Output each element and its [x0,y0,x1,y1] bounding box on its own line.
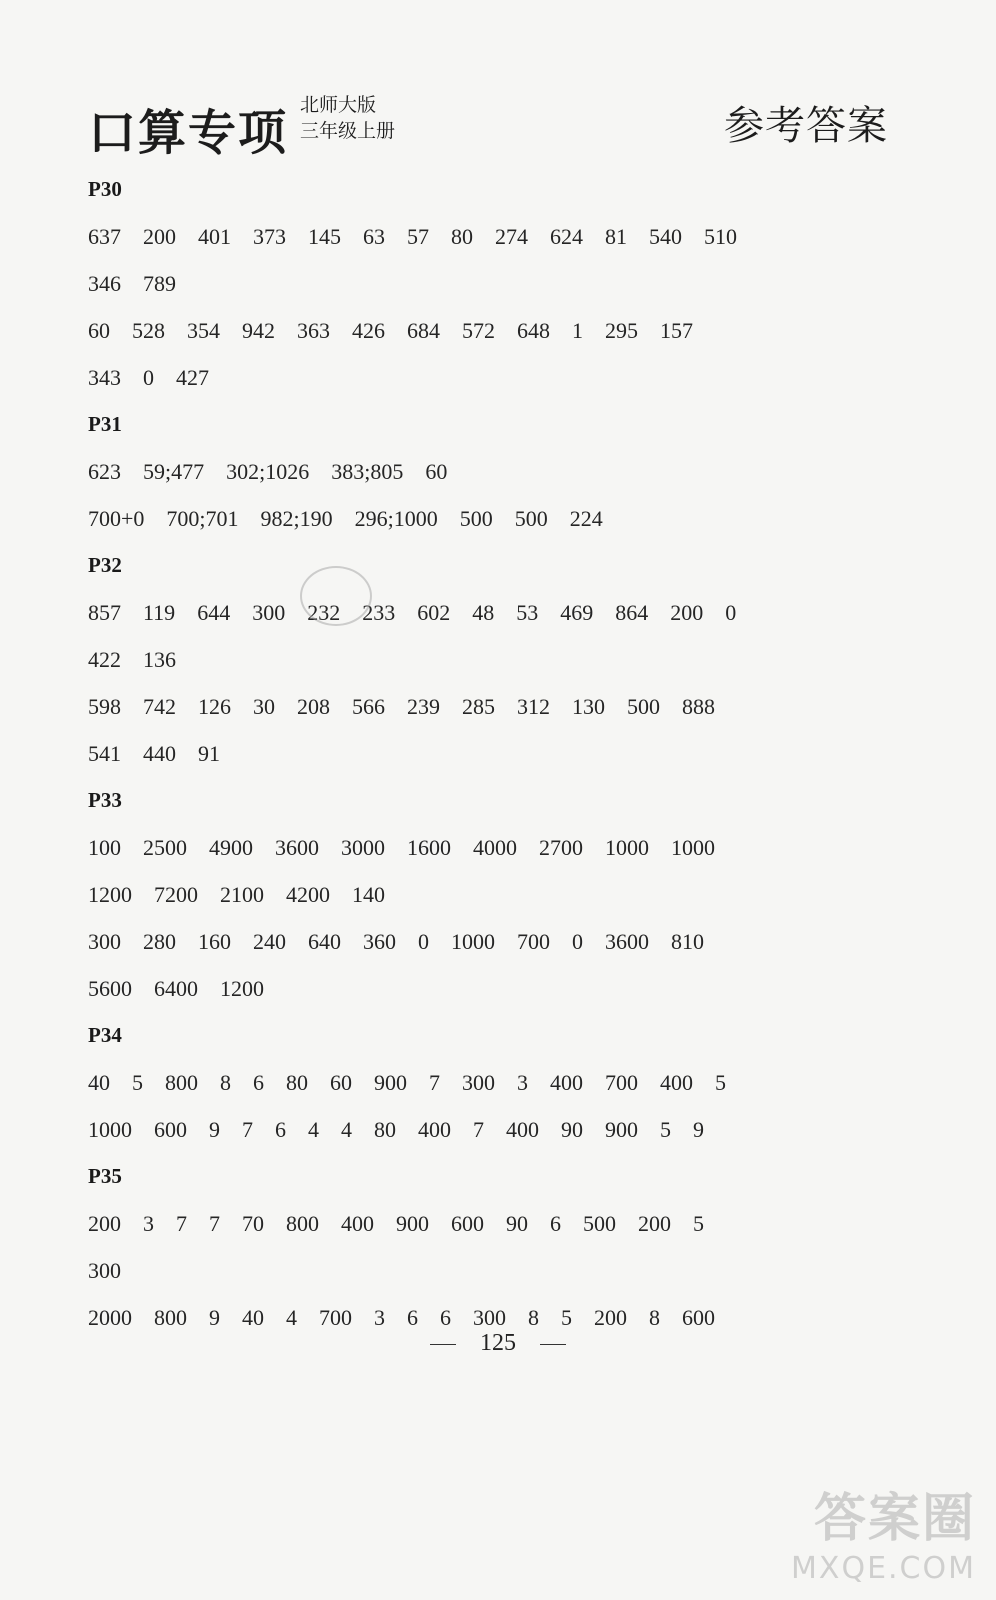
section-title: P33 [88,788,122,812]
answer-value: 640 [308,929,341,954]
answer-value: 2700 [539,835,583,860]
answer-value: 857 [88,600,121,625]
page-header [88,88,888,161]
answer-value: 6400 [154,976,198,1001]
answer-value: 280 [143,929,176,954]
answer-value: 0 [572,929,583,954]
answer-value: 224 [569,506,603,531]
answer-value: 7 [209,1211,220,1236]
answer-row [88,730,908,777]
answer-value: 900 [605,1117,638,1142]
answer-value: 422 [88,647,121,672]
section-title: P35 [88,1164,122,1188]
answer-value: 145 [308,224,341,249]
answer-row [88,1200,908,1247]
answer-value: 90 [561,1117,583,1142]
answer-value: 7 [429,1070,440,1095]
answer-value: 9 [693,1117,704,1142]
answer-value: 300 [462,1070,495,1095]
answer-value: 648 [517,318,550,343]
answer-value: 400 [550,1070,583,1095]
answer-value: 8 [649,1305,660,1330]
answer-value: 1000 [671,835,715,860]
answer-value: 48 [472,600,495,625]
answer-value: 8 [220,1070,231,1095]
answer-value: 469 [560,600,594,625]
answer-value: 1200 [220,976,264,1001]
answer-value: 700 [605,1070,638,1095]
answer-value: 4200 [286,882,330,907]
answer-value: 1000 [451,929,495,954]
watermark-url: MXQE.COM [791,1551,976,1586]
answer-value: 126 [198,694,231,719]
answer-value: 200 [143,224,176,249]
answer-value: 541 [88,741,121,766]
answer-value: 400 [660,1070,693,1095]
answer-value: 700 [517,929,550,954]
answer-value: 300 [252,600,286,625]
answer-value: 600 [451,1211,484,1236]
answer-value: 3 [374,1305,385,1330]
answer-value: 624 [550,224,583,249]
answer-row [88,213,908,260]
answer-row [88,1106,908,1153]
answer-row [88,354,908,401]
page-number: 125 [480,1330,516,1356]
answer-value: 623 [88,459,121,484]
answer-value: 140 [352,882,385,907]
answer-value: 1 [572,318,583,343]
answer-value: 200 [638,1211,671,1236]
answer-value: 644 [197,600,231,625]
answer-value: 7 [176,1211,187,1236]
answer-value: 5 [561,1305,572,1330]
answer-value: 60 [425,459,448,484]
answer-value: 2000 [88,1305,132,1330]
answer-value: 3 [517,1070,528,1095]
answer-value: 300 [88,1258,121,1283]
answer-value: 510 [704,224,737,249]
answer-value: 5 [693,1211,704,1236]
answer-value: 80 [451,224,473,249]
answer-value: 4 [286,1305,297,1330]
answer-value: 157 [660,318,693,343]
answer-value: 426 [352,318,385,343]
answer-value: 6 [440,1305,451,1330]
answer-value: 540 [649,224,682,249]
answer-value: 600 [682,1305,715,1330]
footer-dash-left [430,1344,456,1345]
footer-dash-right [540,1344,566,1345]
answer-value: 1000 [88,1117,132,1142]
answer-value: 3600 [275,835,319,860]
answer-value: 982;190 [260,506,333,531]
answer-value: 70 [242,1211,264,1236]
section-title: P31 [88,412,122,436]
answer-row [88,307,908,354]
answer-value: 63 [363,224,385,249]
answer-value: 208 [297,694,330,719]
section-title: P32 [88,553,122,577]
answer-value: 80 [286,1070,308,1095]
answer-value: 800 [286,1211,319,1236]
answer-row [88,824,908,871]
answer-value: 942 [242,318,275,343]
answer-value: 3 [143,1211,154,1236]
answer-value: 6 [275,1117,286,1142]
edition-info [300,92,395,144]
answer-value: 602 [417,600,451,625]
answer-value: 789 [143,271,176,296]
edition-publisher: 北师大版 [300,94,377,116]
book-title: 口算专项 [88,105,289,161]
answer-value: 800 [154,1305,187,1330]
answer-value: 233 [362,600,396,625]
answer-value: 1200 [88,882,132,907]
answer-value: 59;477 [143,459,205,484]
answer-value: 6 [253,1070,264,1095]
answer-value: 5600 [88,976,132,1001]
answer-value: 528 [132,318,165,343]
answer-value: 1600 [407,835,451,860]
answer-value: 8 [528,1305,539,1330]
answer-value: 296;1000 [354,506,438,531]
watermark-text: 答案圈 [813,1489,976,1549]
answer-value: 4900 [209,835,253,860]
answer-value: 2500 [143,835,187,860]
answer-row [88,495,908,542]
answer-row [88,260,908,307]
answer-value: 888 [682,694,715,719]
edition-grade: 三年级上册 [300,120,396,142]
answer-value: 637 [88,224,121,249]
answer-value: 354 [187,318,220,343]
answer-value: 500 [459,506,493,531]
answer-value: 300 [88,929,121,954]
answer-value: 53 [516,600,539,625]
answer-value: 119 [143,600,176,625]
answer-value: 3000 [341,835,385,860]
answer-value: 360 [363,929,396,954]
answer-value: 343 [88,365,121,390]
answer-row [88,1059,908,1106]
answer-value: 400 [341,1211,374,1236]
answer-value: 900 [374,1070,407,1095]
answer-value: 0 [725,600,737,625]
answer-value: 6 [407,1305,418,1330]
answer-value: 40 [88,1070,110,1095]
answer-value: 500 [583,1211,616,1236]
answer-value: 81 [605,224,627,249]
answer-value: 2100 [220,882,264,907]
answer-value: 160 [198,929,231,954]
answer-value: 500 [514,506,548,531]
answer-value: 700+0 [88,506,145,531]
answer-value: 240 [253,929,286,954]
answer-value: 401 [198,224,231,249]
answer-value: 200 [594,1305,627,1330]
answers-heading: 参考答案 [724,103,888,149]
answer-value: 6 [550,1211,561,1236]
answer-value: 400 [418,1117,451,1142]
answer-row [88,965,908,1012]
answer-value: 312 [517,694,550,719]
answer-value: 600 [154,1117,187,1142]
answer-row [88,636,908,683]
answer-value: 239 [407,694,440,719]
answer-value: 136 [143,647,176,672]
answer-value: 100 [88,835,121,860]
answer-value: 810 [671,929,704,954]
answer-value: 0 [418,929,429,954]
answer-value: 684 [407,318,440,343]
answer-value: 4000 [473,835,517,860]
answer-row [88,1247,908,1294]
answer-value: 5 [660,1117,671,1142]
answer-value: 3600 [605,929,649,954]
answer-value: 80 [374,1117,396,1142]
answer-value: 90 [506,1211,528,1236]
answer-value: 130 [572,694,605,719]
answer-value: 0 [143,365,154,390]
answer-value: 9 [209,1117,220,1142]
answer-value: 7 [473,1117,484,1142]
answer-row [88,918,908,965]
answer-value: 200 [88,1211,121,1236]
answer-value: 7200 [154,882,198,907]
answer-row [88,683,908,730]
answer-value: 1000 [605,835,649,860]
answer-value: 232 [307,600,341,625]
page-footer [0,1330,996,1357]
answers-content [88,166,908,1341]
section-title: P30 [88,177,122,201]
answer-value: 5 [715,1070,726,1095]
answer-row [88,448,908,495]
answer-value: 572 [462,318,495,343]
answer-value: 285 [462,694,495,719]
answer-value: 60 [88,318,110,343]
answer-value: 30 [253,694,275,719]
answer-value: 566 [352,694,385,719]
answer-value: 700;701 [166,506,239,531]
answer-value: 4 [341,1117,352,1142]
answer-value: 57 [407,224,429,249]
answer-value: 300 [473,1305,506,1330]
answer-value: 7 [242,1117,253,1142]
answer-row [88,589,908,636]
answer-value: 91 [198,741,220,766]
answer-value: 400 [506,1117,539,1142]
answer-value: 9 [209,1305,220,1330]
answer-value: 500 [627,694,660,719]
answer-value: 427 [176,365,209,390]
answer-value: 598 [88,694,121,719]
answer-value: 864 [615,600,649,625]
faint-stamp [300,566,372,626]
answer-value: 900 [396,1211,429,1236]
answer-row [88,871,908,918]
answer-value: 346 [88,271,121,296]
answer-value: 440 [143,741,176,766]
answer-value: 40 [242,1305,264,1330]
answer-value: 200 [670,600,704,625]
answer-value: 800 [165,1070,198,1095]
answer-value: 274 [495,224,528,249]
answer-value: 302;1026 [226,459,310,484]
answer-value: 742 [143,694,176,719]
answer-value: 4 [308,1117,319,1142]
answer-value: 363 [297,318,330,343]
answer-value: 295 [605,318,638,343]
section-title: P34 [88,1023,122,1047]
answer-value: 383;805 [331,459,404,484]
answer-value: 5 [132,1070,143,1095]
answer-value: 700 [319,1305,352,1330]
answer-value: 60 [330,1070,352,1095]
answer-value: 373 [253,224,286,249]
watermark-logo [791,1476,976,1586]
